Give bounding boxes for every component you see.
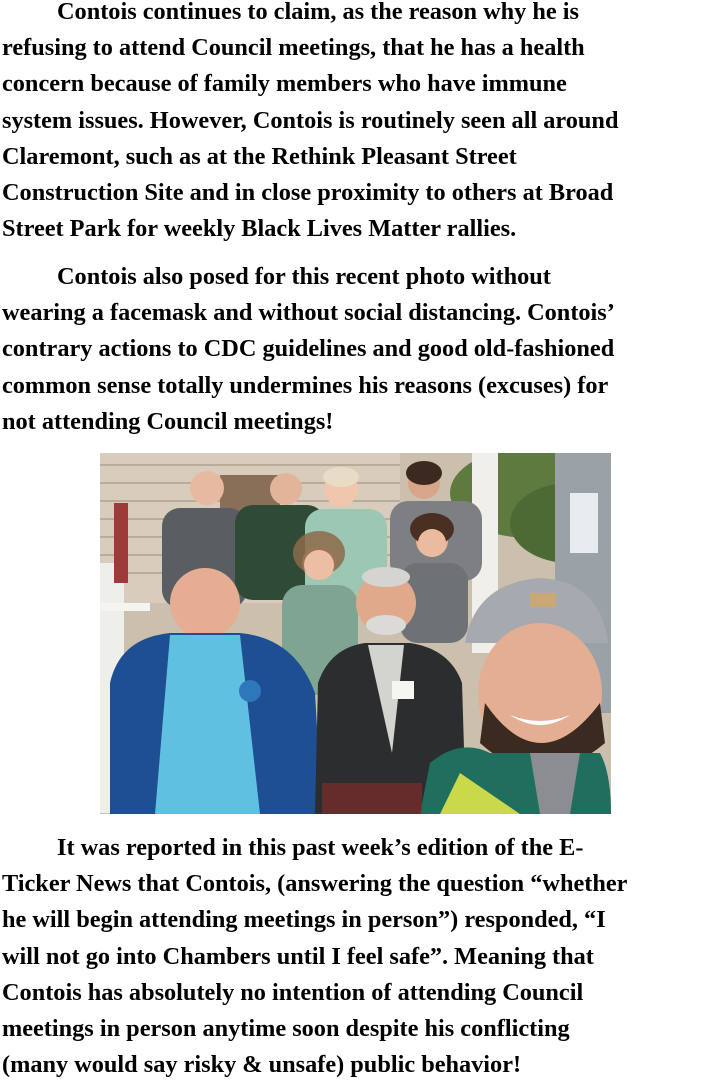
paragraph-2 <box>2 259 706 440</box>
paragraph-line: Contois also posed for this recent photo without <box>57 263 551 290</box>
paragraph-line: concern because of family members who have immune <box>2 70 567 98</box>
paragraph-line: common sense totally undermines his reasons (excuses) for <box>2 371 609 399</box>
paragraph-line: Contois continues to claim, as the reason why he is <box>57 0 579 25</box>
paragraph-line: meetings in person anytime soon despite his conflicting <box>2 1015 570 1043</box>
paragraph-line: Street Park for weekly Black Lives Matter rallies. <box>2 215 517 243</box>
paragraph-1 <box>2 0 706 247</box>
paragraph-line: system issues. However, Contois is routinely seen all around <box>2 106 619 134</box>
paragraph-line: not attending Council meetings! <box>2 407 334 435</box>
group-selfie-photo <box>100 453 611 814</box>
paragraph-line: It was reported in this past week’s edition of the E- <box>57 834 584 861</box>
paragraph-line: wearing a facemask and without social distancing. Contois’ <box>2 299 615 327</box>
paragraph-line: Contois has absolutely no intention of attending Council <box>2 978 584 1006</box>
paragraph-line: contrary actions to CDC guidelines and good old-fashioned <box>2 335 615 363</box>
paragraph-line: Claremont, such as at the Rethink Pleasant Street <box>2 142 517 170</box>
paragraph-3 <box>2 830 706 1083</box>
paragraph-line: refusing to attend Council meetings, that he has a health <box>2 34 585 62</box>
paragraph-line: Ticker News that Contois, (answering the question “whether <box>2 870 628 898</box>
paragraph-line: he will begin attending meetings in person”) responded, “I <box>2 906 606 934</box>
paragraph-line: Construction Site and in close proximity to others at Broad <box>2 179 614 207</box>
paragraph-line: will not go into Chambers until I feel safe”. Meaning that <box>2 942 594 970</box>
paragraph-line: (many would say risky & unsafe) public behavior! <box>2 1051 522 1079</box>
